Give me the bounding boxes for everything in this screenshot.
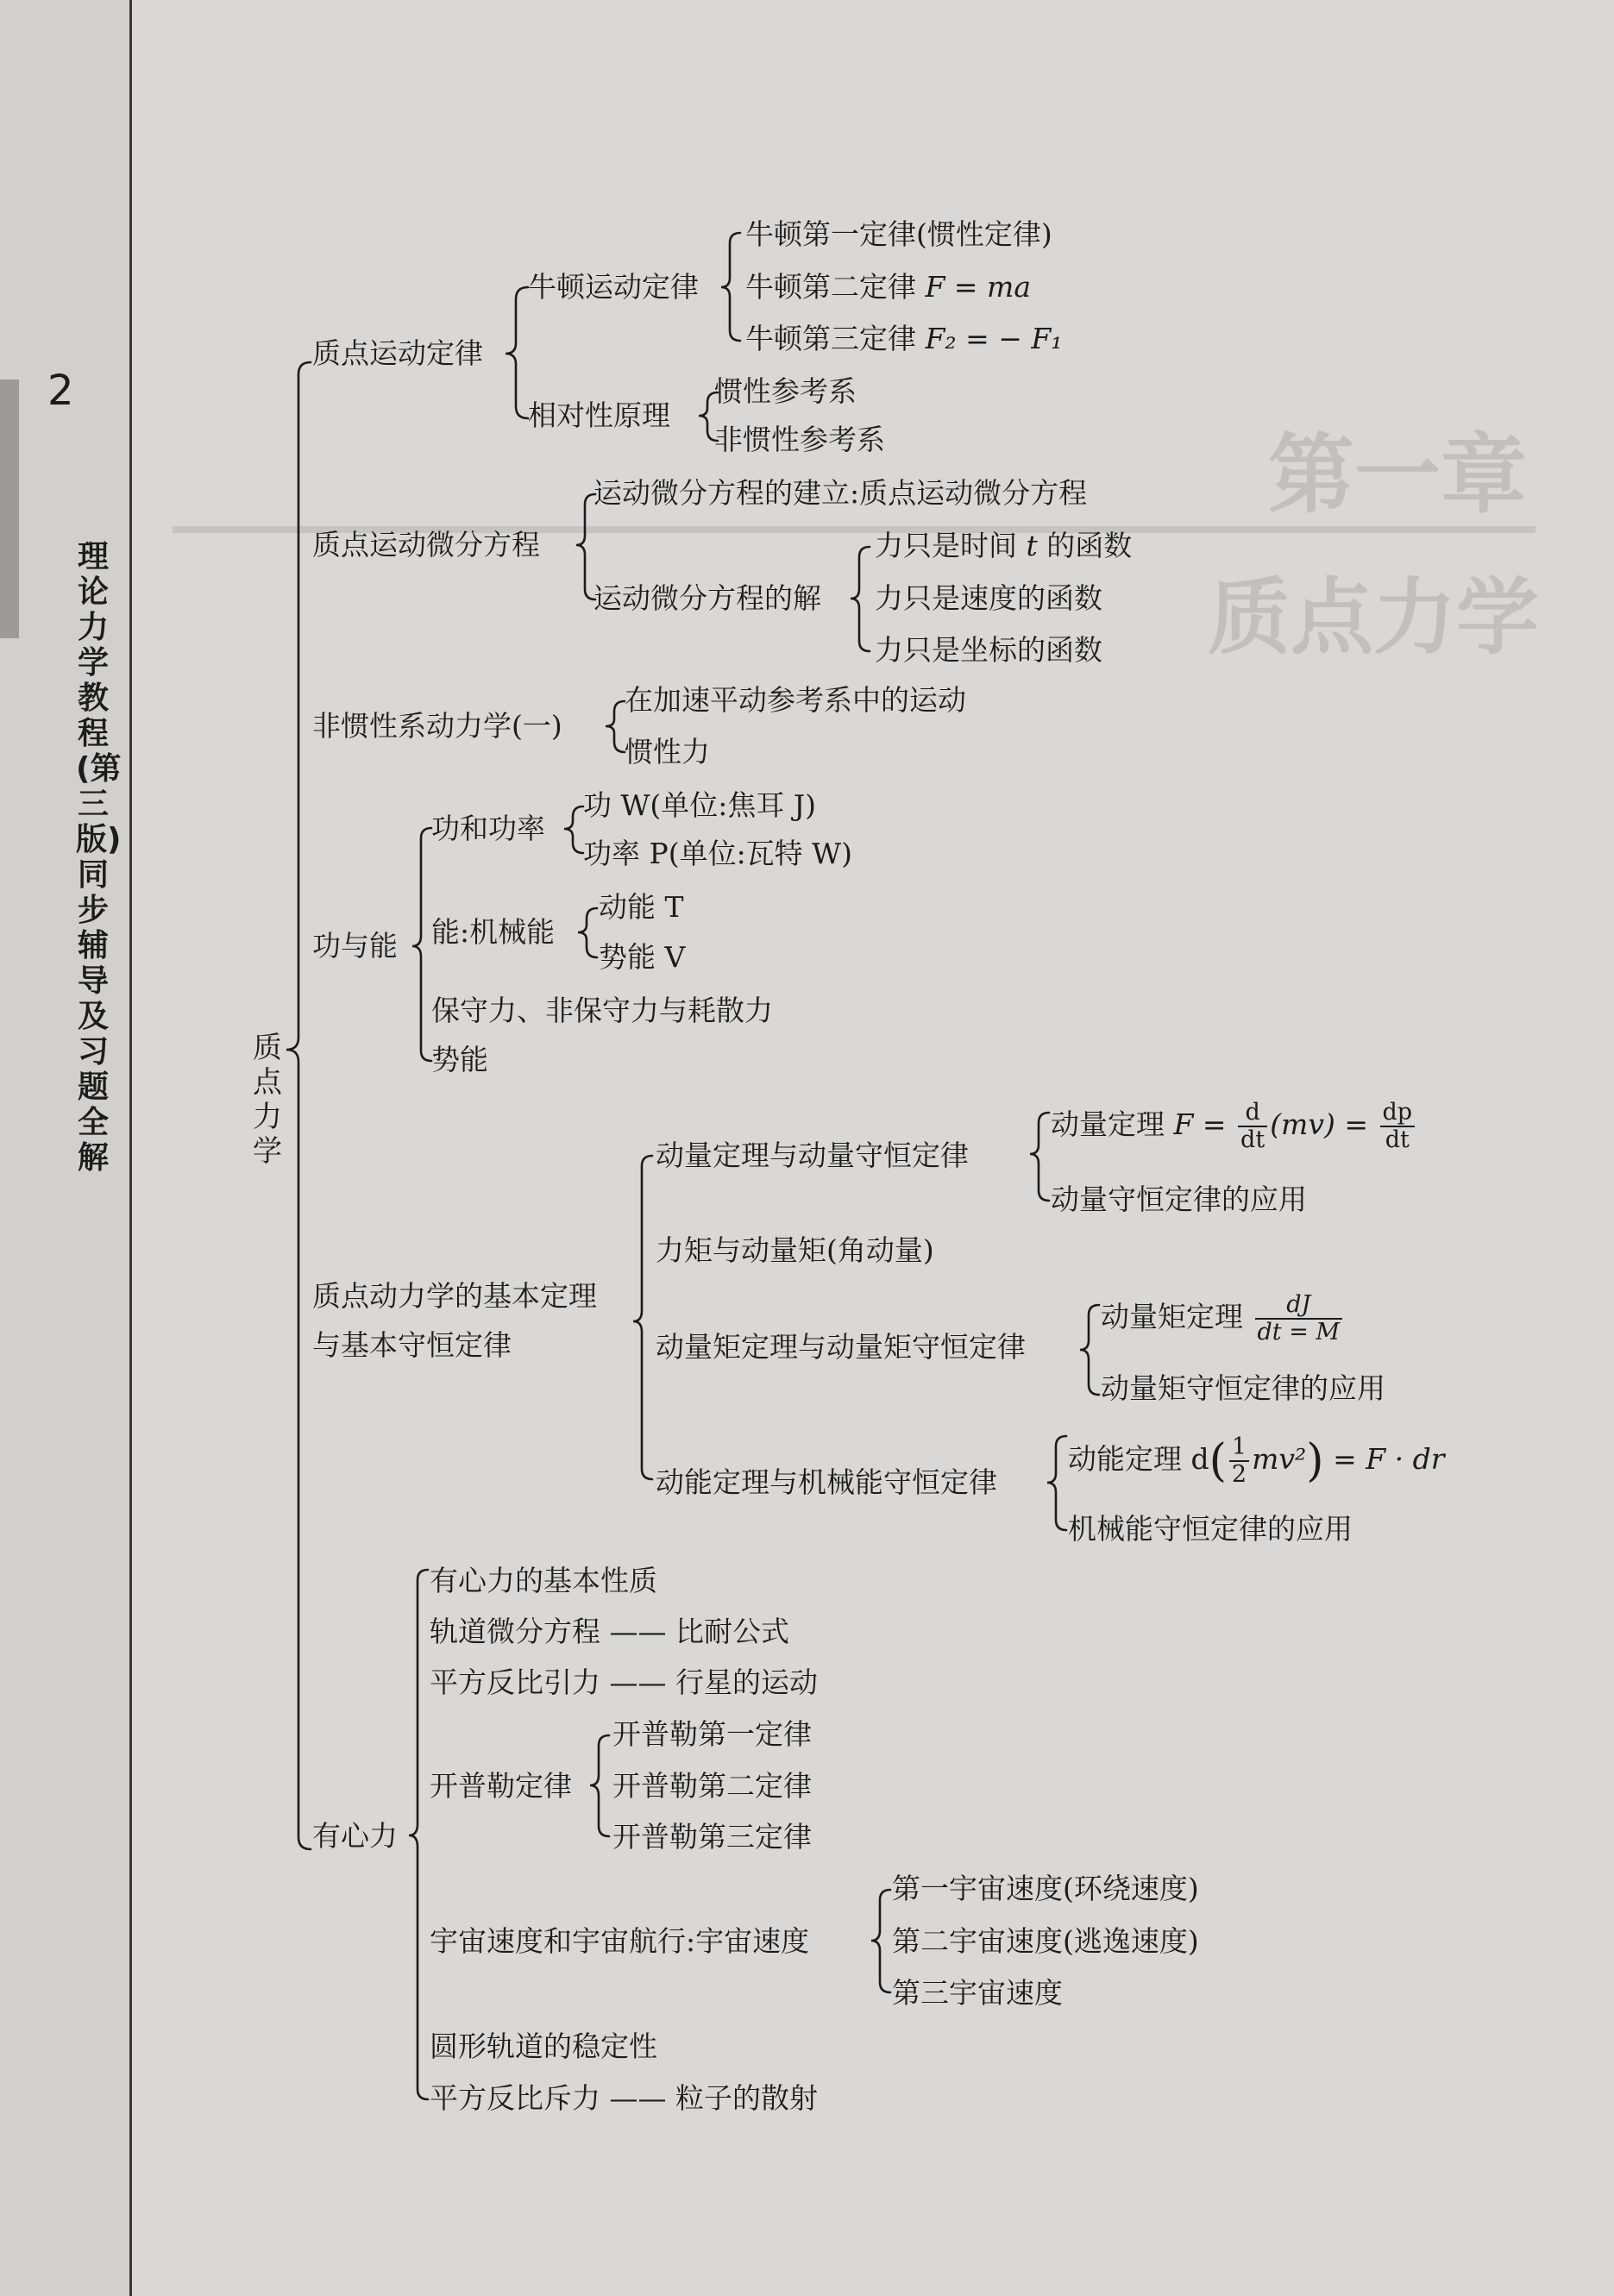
node-potential-energy: 势能 V <box>599 940 686 974</box>
node-noninertial-dynamics: 非惯性系动力学(一) <box>312 709 562 743</box>
brace-n1 <box>506 287 528 418</box>
node-equation-solution: 运动微分方程的解 <box>593 581 821 615</box>
node-work-and-energy: 功与能 <box>312 929 398 963</box>
brace-n6e <box>871 1890 890 1992</box>
formula-mv2: mv² <box>1252 1442 1307 1476</box>
node-equation-setup: 运动微分方程的建立:质点运动微分方程 <box>593 476 1088 510</box>
node-power: 功率 P(单位:瓦特 W) <box>583 837 852 870</box>
ghost-chapter-heading: 第一章 <box>1268 423 1527 525</box>
brace-n2 <box>576 494 595 599</box>
node-conservation-laws: 与基本守恒定律 <box>312 1328 512 1362</box>
node-momentum-formula <box>1051 1094 1417 1156</box>
node-inertial-frame: 惯性参考系 <box>714 374 857 408</box>
brace-n4a <box>564 806 583 853</box>
node-force-of-velocity: 力只是速度的函数 <box>875 581 1102 615</box>
formula-F: F <box>1173 1107 1194 1141</box>
formula: F = ma <box>925 270 1031 304</box>
node-angular-momentum-conservation-use: 动量矩守恒定律的应用 <box>1101 1371 1385 1405</box>
node-energy-formula: 动能定理 d( $\frac{1}{2}$ mv²) = F · dr <box>1068 1433 1445 1488</box>
node-fundamental-theorems: 质点动力学的基本定理 <box>312 1279 597 1313</box>
formula-label: 动量矩定理 <box>1101 1300 1253 1333</box>
text-suffix: 的函数 <box>1037 529 1133 562</box>
brace-n2b <box>851 547 870 651</box>
root-label: 质点力学 <box>253 1031 282 1169</box>
brace-n5c <box>1080 1305 1099 1395</box>
node-central-force-properties: 有心力的基本性质 <box>430 1564 657 1597</box>
node-accelerated-frame-motion: 在加速平动参考系中的运动 <box>625 683 966 717</box>
formula-mv: (mv) = <box>1270 1107 1378 1141</box>
node-noninertial-frame: 非惯性参考系 <box>714 423 885 456</box>
formula: F₂ = − F₁ <box>925 322 1063 355</box>
node-inertial-force: 惯性力 <box>625 735 710 768</box>
formula-eq: = <box>1193 1107 1236 1141</box>
node-binet-formula: 轨道微分方程 —— 比耐公式 <box>430 1615 789 1648</box>
node-differential-equations: 质点运动微分方程 <box>312 528 540 561</box>
node-newton-third-law <box>745 323 1063 355</box>
text-prefix: 力只是时间 <box>875 529 1027 562</box>
brace-n3 <box>606 701 625 752</box>
node-first-cosmic-velocity: 第一宇宙速度(环绕速度) <box>892 1872 1199 1905</box>
node-angular-momentum-theorem: 动量矩定理与动量矩守恒定律 <box>656 1330 1026 1364</box>
node-inverse-square-attraction: 平方反比引力 —— 行星的运动 <box>430 1666 818 1699</box>
brace-n1a <box>721 233 740 341</box>
brace-n5 <box>633 1156 652 1479</box>
node-relativity-principle: 相对性原理 <box>528 398 670 432</box>
brace-root <box>286 362 311 1849</box>
brace-n4 <box>412 828 431 1061</box>
node-kepler-first: 开普勒第一定律 <box>612 1717 812 1751</box>
fraction-dp-dt: $\frac{dp}{dt}$ <box>1380 1100 1416 1153</box>
node-cosmic-velocity: 宇宙速度和宇宙航行:宇宙速度 <box>430 1924 810 1958</box>
node-momentum-conservation-use: 动量守恒定律的应用 <box>1051 1183 1307 1216</box>
node-force-of-time <box>875 530 1132 562</box>
fraction-half: $\frac{1}{2}$ <box>1229 1434 1249 1488</box>
node-central-force: 有心力 <box>312 1819 398 1853</box>
node-kepler-second: 开普勒第二定律 <box>612 1769 812 1803</box>
node-newton-first-law: 牛顿第一定律(惯性定律) <box>745 217 1052 251</box>
text-label: 牛顿第三定律 <box>745 322 926 355</box>
node-kinetic-energy: 动能 T <box>599 890 684 924</box>
node-work-and-power: 功和功率 <box>431 812 545 845</box>
node-conservative-forces: 保守力、非保守力与耗散力 <box>431 994 773 1027</box>
node-third-cosmic-velocity: 第三宇宙速度 <box>892 1976 1063 2010</box>
node-newton-laws: 牛顿运动定律 <box>528 270 699 304</box>
node-energy-theorem: 动能定理与机械能守恒定律 <box>656 1465 997 1499</box>
fraction-d-dt: $\frac{d}{dt}$ <box>1238 1100 1267 1153</box>
formula-label: 动能定理 d <box>1068 1442 1209 1476</box>
node-circular-orbit-stability: 圆形轨道的稳定性 <box>430 2029 657 2063</box>
formula-rest: = F · dr <box>1323 1442 1445 1476</box>
node-mechanical-energy: 能:机械能 <box>431 915 556 949</box>
formula-label: 动量定理 <box>1051 1107 1174 1141</box>
node-momentum-theorem: 动量定理与动量守恒定律 <box>656 1139 969 1172</box>
variable: t <box>1026 529 1038 562</box>
brace-n5a <box>1030 1113 1049 1201</box>
node-second-cosmic-velocity: 第二宇宙速度(逃逸速度) <box>892 1924 1199 1958</box>
brace-n6d <box>590 1735 609 1836</box>
node-angular-momentum-formula <box>1101 1288 1345 1346</box>
node-particle-motion-laws: 质点运动定律 <box>312 336 483 370</box>
node-energy-conservation-use: 机械能守恒定律的应用 <box>1068 1512 1353 1546</box>
fraction-dJ-dt: $\frac{dJ}{dt = M}$ <box>1255 1292 1343 1346</box>
node-particle-scattering: 平方反比斥力 —— 粒子的散射 <box>430 2081 818 2115</box>
node-kepler-laws: 开普勒定律 <box>430 1769 572 1803</box>
brace-n4b <box>578 908 597 957</box>
node-work: 功 W(单位:焦耳 J) <box>583 788 816 822</box>
brace-n6 <box>409 1570 428 2099</box>
page-number: 2 <box>47 367 74 415</box>
node-kepler-third: 开普勒第三定律 <box>612 1820 812 1854</box>
node-torque-angular-momentum: 力矩与动量矩(角动量) <box>656 1233 934 1267</box>
node-potential: 势能 <box>431 1043 488 1076</box>
text-label: 牛顿第二定律 <box>745 270 926 304</box>
ghost-chapter-title: 质点力学 <box>1208 568 1539 666</box>
node-newton-second-law <box>745 271 1031 304</box>
book-title: 理论力学教程(第三版)同步辅导及习题全解 <box>76 539 122 1176</box>
node-force-of-position: 力只是坐标的函数 <box>875 633 1102 667</box>
brace-n5d <box>1047 1436 1066 1530</box>
